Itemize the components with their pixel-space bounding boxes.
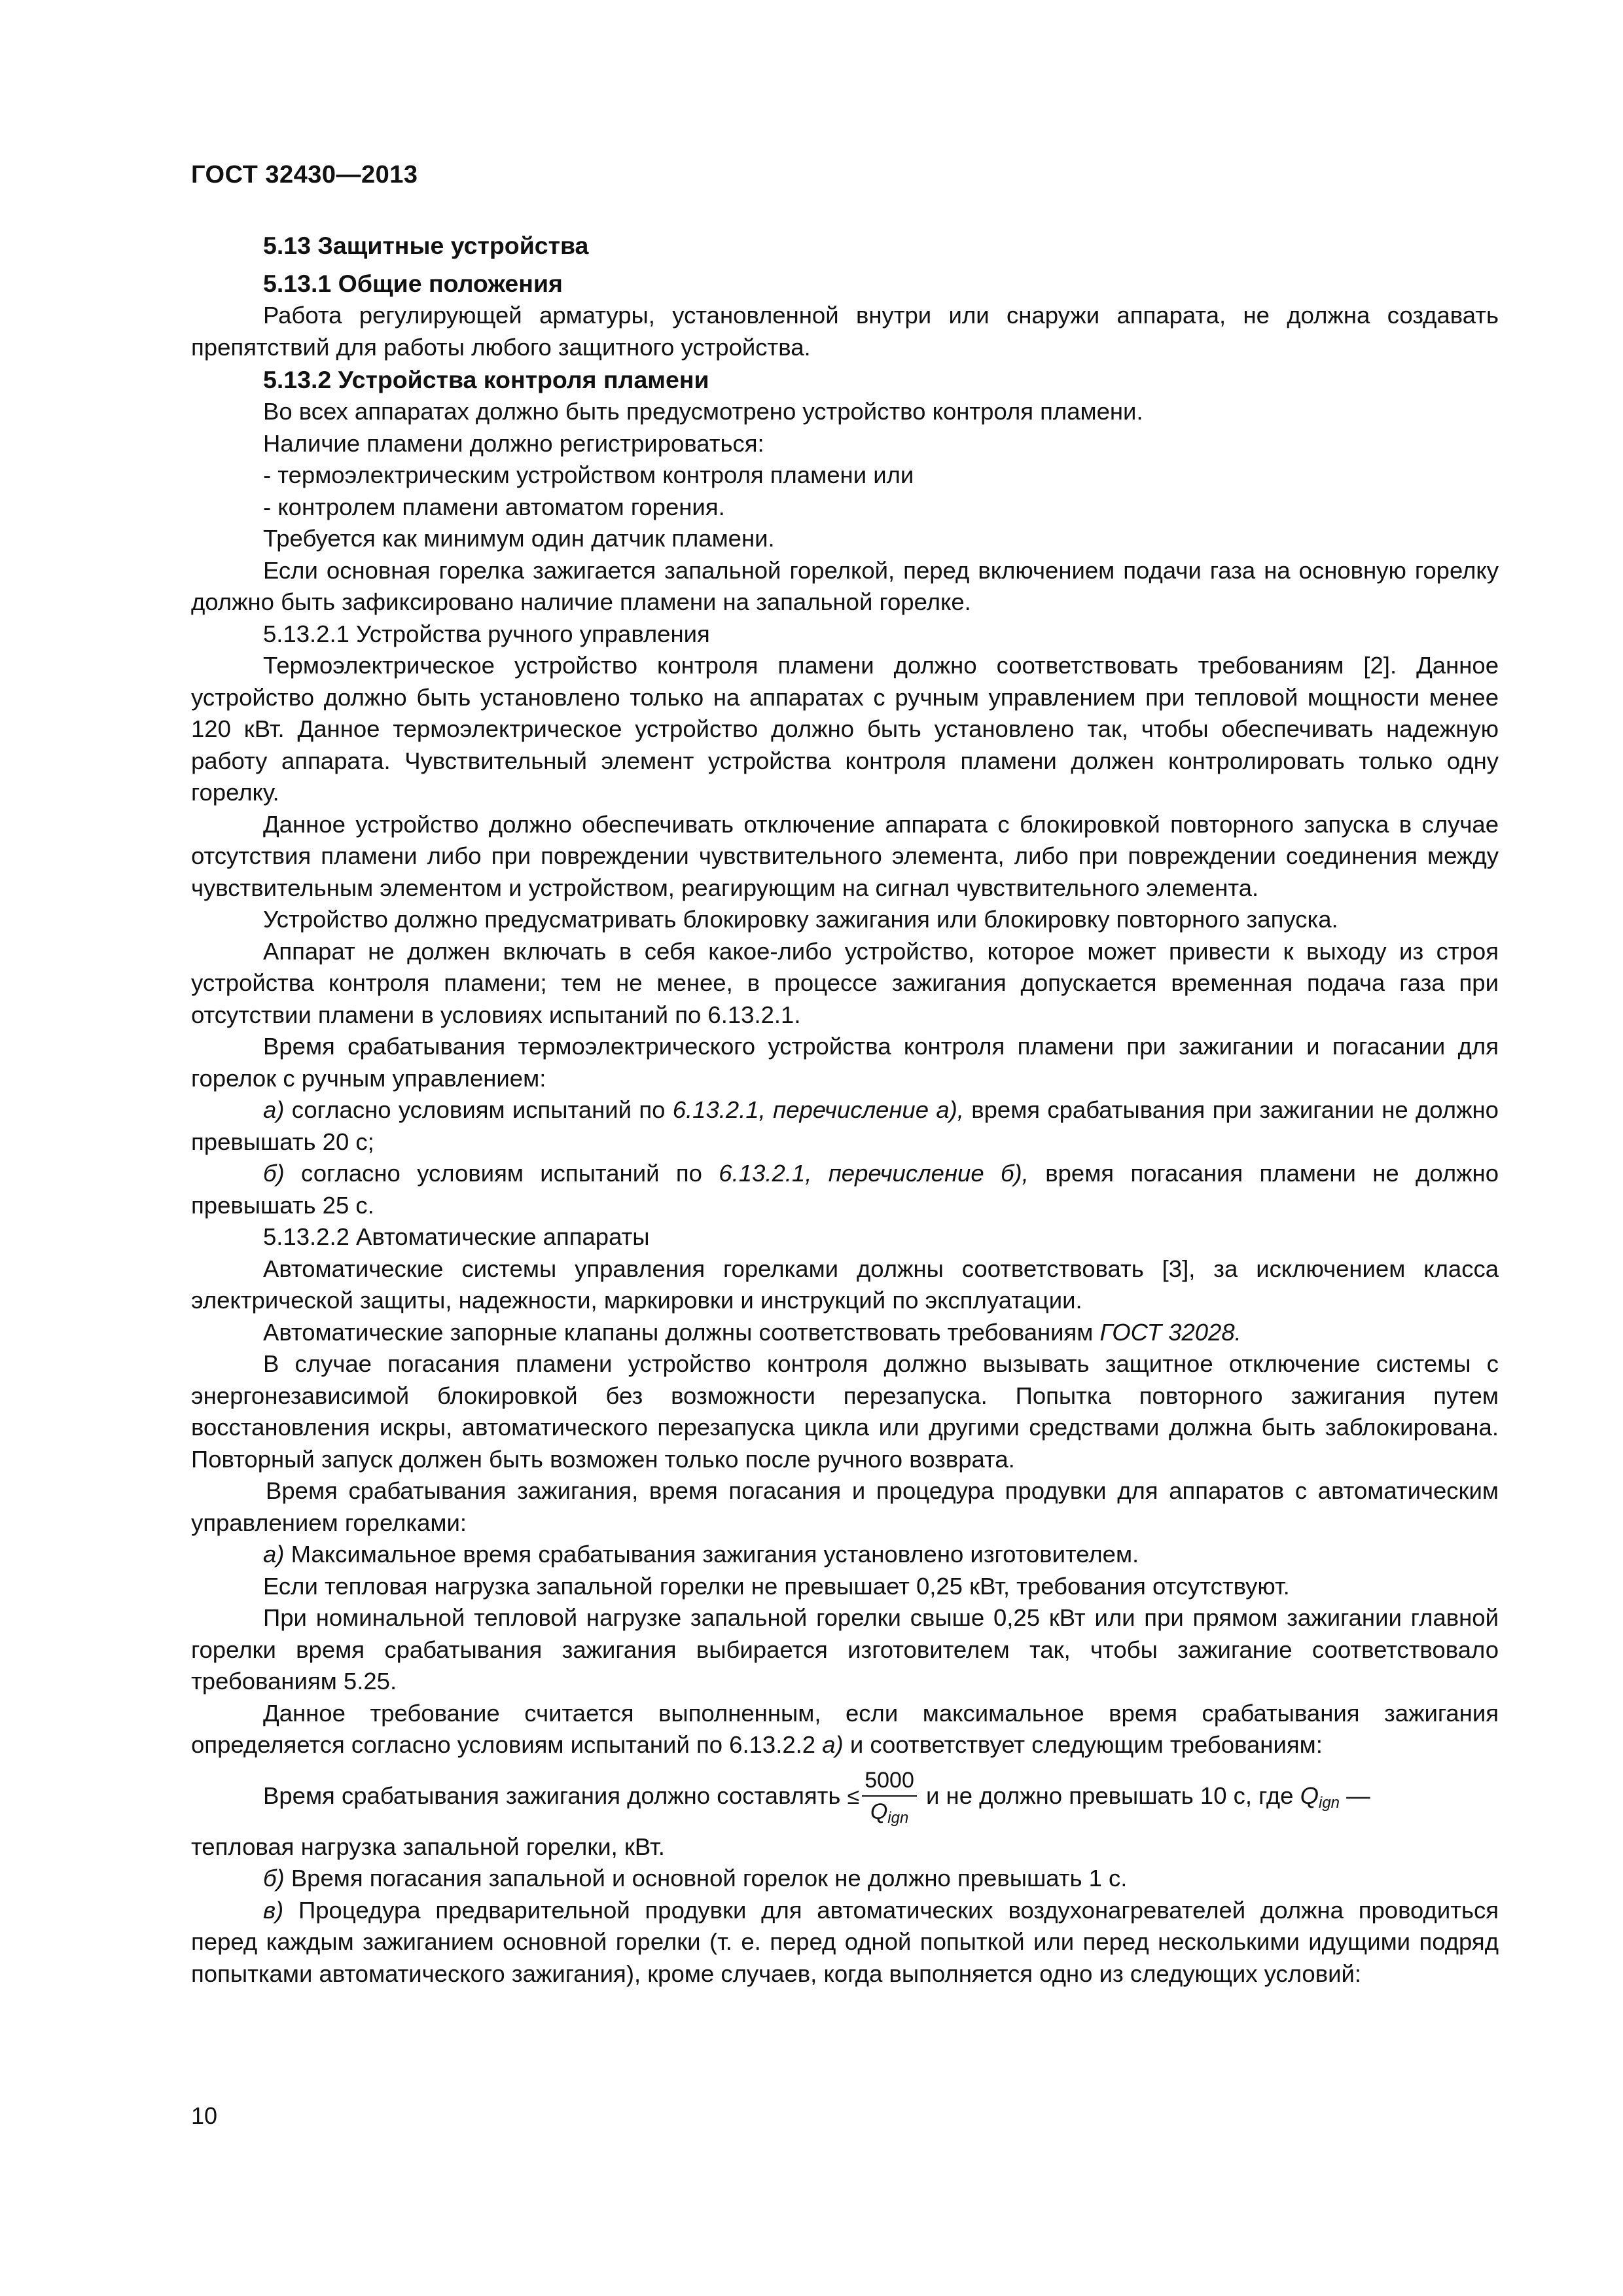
enum-text: согласно условиям испытаний по <box>284 1096 673 1123</box>
enum-marker: в) <box>263 1896 284 1924</box>
standard-reference: ГОСТ 32028. <box>1099 1318 1241 1346</box>
paragraph <box>191 1317 1499 1349</box>
paragraph: Время срабатывания термоэлектрического устройства контроля пламени при зажигании и погасании для горелок с ручным управлением: <box>191 1033 1499 1092</box>
cross-reference: 6.13.2.1, перечисление б), <box>719 1160 1029 1187</box>
paragraph: Время срабатывания зажигания, время погасания и процедура продувки для аппаратов с автоматическим управлением горелками: <box>191 1477 1499 1536</box>
subsection-heading-5-13-2-1: 5.13.2.1 Устройства ручного управления <box>263 620 710 647</box>
enum-item-b <box>191 1158 1499 1221</box>
fraction <box>862 1769 917 1826</box>
enum-text: Время погасания запальной и основной горелок не должно превышать 1 с. <box>284 1865 1128 1892</box>
paragraph-text: Данное требование считается выполненным, если максимальное время срабатывания зажигания определяется согласно условиям испытаний по 6.13.2.2 <box>191 1699 1499 1758</box>
list-item: - термоэлектрическим устройством контроля пламени или <box>263 461 914 488</box>
paragraph: Если основная горелка зажигается запальной горелкой, перед включением подачи газа на основную горелку должно быть зафиксировано наличие пламени на запальной горелке. <box>191 556 1499 615</box>
subsection-heading-5-13-2-2: 5.13.2.2 Автоматические аппараты <box>263 1223 650 1250</box>
enum-item-a <box>191 1094 1499 1158</box>
paragraph: В случае погасания пламени устройство контроля должно вызывать защитное отключение системы с энергонезависимой блокировкой без возможности перезапуска. Попытка повторного зажигания путем восстановления искры, автоматического перезапуска цикла или другими средствами должна быть заблокирована. Повторный запуск должен быть возможен только после ручного возврата. <box>191 1350 1499 1473</box>
formula-text: и не должно превышать 10 с, где <box>919 1782 1300 1809</box>
fraction-denominator <box>862 1797 917 1826</box>
enum-text: Максимальное время срабатывания зажигания установлено изготовителем. <box>284 1541 1139 1568</box>
section-heading-5-13: 5.13 Защитные устройства <box>263 232 589 259</box>
paragraph-text: Автоматические запорные клапаны должны соответствовать требованиям <box>263 1318 1100 1346</box>
q-subscript: ign <box>887 1808 909 1827</box>
cross-reference: 6.13.2.1, перечисление а), <box>672 1096 964 1123</box>
less-equal-sign: ≤ <box>847 1784 860 1809</box>
enum-item-a <box>191 1539 1499 1571</box>
q-symbol: Q <box>1300 1782 1319 1809</box>
enum-text: Процедура предварительной продувки для автоматических воздухонагревателей должна проводиться перед каждым зажиганием основной горелки (т. е. перед одной попыткой или перед несколькими идущими подряд попытками автоматического зажигания), кроме случаев, когда выполняется одно из следующих условий: <box>191 1896 1499 1987</box>
section-heading-5-13-2: 5.13.2 Устройства контроля пламени <box>263 366 709 393</box>
cross-reference: а) <box>822 1731 844 1758</box>
paragraph: Автоматические системы управления горелками должны соответствовать [3], за исключением класса электрической защиты, надежности, маркировки и инструкций по эксплуатации. <box>191 1255 1499 1314</box>
paragraph: Устройство должно предусматривать блокировку зажигания или блокировку повторного запуска. <box>263 906 1338 933</box>
document-header: ГОСТ 32430—2013 <box>191 161 418 188</box>
enum-marker: б) <box>263 1160 285 1187</box>
paragraph: Если тепловая нагрузка запальной горелки не превышает 0,25 кВт, требования отсутствуют. <box>263 1572 1290 1600</box>
enum-text: согласно условиям испытаний по <box>284 1160 719 1187</box>
enum-marker: а) <box>263 1541 285 1568</box>
paragraph: При номинальной тепловой нагрузке запальной горелки свыше 0,25 кВт или при прямом зажигании главной горелки время срабатывания зажигания выбирается изготовителем так, чтобы зажигание соответствовало требованиям 5.25. <box>191 1604 1499 1695</box>
paragraph: Работа регулирующей арматуры, установленной внутри или снаружи аппарата, не должна создавать препятствий для работы любого защитного устройства. <box>191 302 1499 361</box>
paragraph <box>191 1698 1499 1761</box>
enum-item-v <box>191 1895 1499 1990</box>
fraction-numerator: 5000 <box>862 1769 917 1797</box>
formula-text: Время срабатывания зажигания должно составлять <box>263 1782 847 1809</box>
formula-text: — <box>1340 1782 1370 1809</box>
q-subscript: ign <box>1318 1793 1340 1812</box>
paragraph: Требуется как минимум один датчик пламени. <box>263 525 775 552</box>
enum-marker: б) <box>263 1865 285 1892</box>
list-item: - контролем пламени автоматом горения. <box>263 493 725 520</box>
enum-text: время погасания пламени не должно превышать 25 с. <box>191 1160 1499 1219</box>
enum-text: время срабатывания при зажигании не должно превышать 20 с; <box>191 1096 1499 1155</box>
paragraph: тепловая нагрузка запальной горелки, кВт. <box>191 1833 665 1860</box>
paragraph: Во всех аппаратах должно быть предусмотрено устройство контроля пламени. <box>263 398 1143 425</box>
page-number: 10 <box>191 2102 218 2129</box>
paragraph: Термоэлектрическое устройство контроля пламени должно соответствовать требованиям [2]. Данное устройство должно быть установлено только на аппаратах с ручным управлением при тепловой мощности менее 120 кВт. Данное термоэлектрическое устройство должно быть установлено так, чтобы обеспечивать надежную работу аппарата. Чувствительный элемент устройства контроля пламени должен контролировать только одну горелку. <box>191 652 1499 806</box>
document-body <box>191 229 1499 1990</box>
enum-item-b <box>191 1863 1499 1895</box>
paragraph: Аппарат не должен включать в себя какое-либо устройство, которое может привести к выходу из строя устройства контроля пламени; тем не менее, в процессе зажигания допускается временная подача газа при отсутствии пламени в условиях испытаний по 6.13.2.1. <box>191 937 1499 1028</box>
q-symbol: Q <box>870 1799 888 1824</box>
paragraph-text: и соответствует следующим требованиям: <box>843 1731 1323 1758</box>
paragraph: Данное устройство должно обеспечивать отключение аппарата с блокировкой повторного запуска в случае отсутствия пламени либо при повреждении чувствительного элемента, либо при повреждении соединения между чувствительным элементом и устройством, реагирующим на сигнал чувствительного элемента. <box>191 810 1499 901</box>
formula-line <box>191 1769 1499 1826</box>
paragraph: Наличие пламени должно регистрироваться: <box>263 429 764 457</box>
section-heading-5-13-1: 5.13.1 Общие положения <box>263 270 563 297</box>
enum-marker: а) <box>263 1096 285 1123</box>
